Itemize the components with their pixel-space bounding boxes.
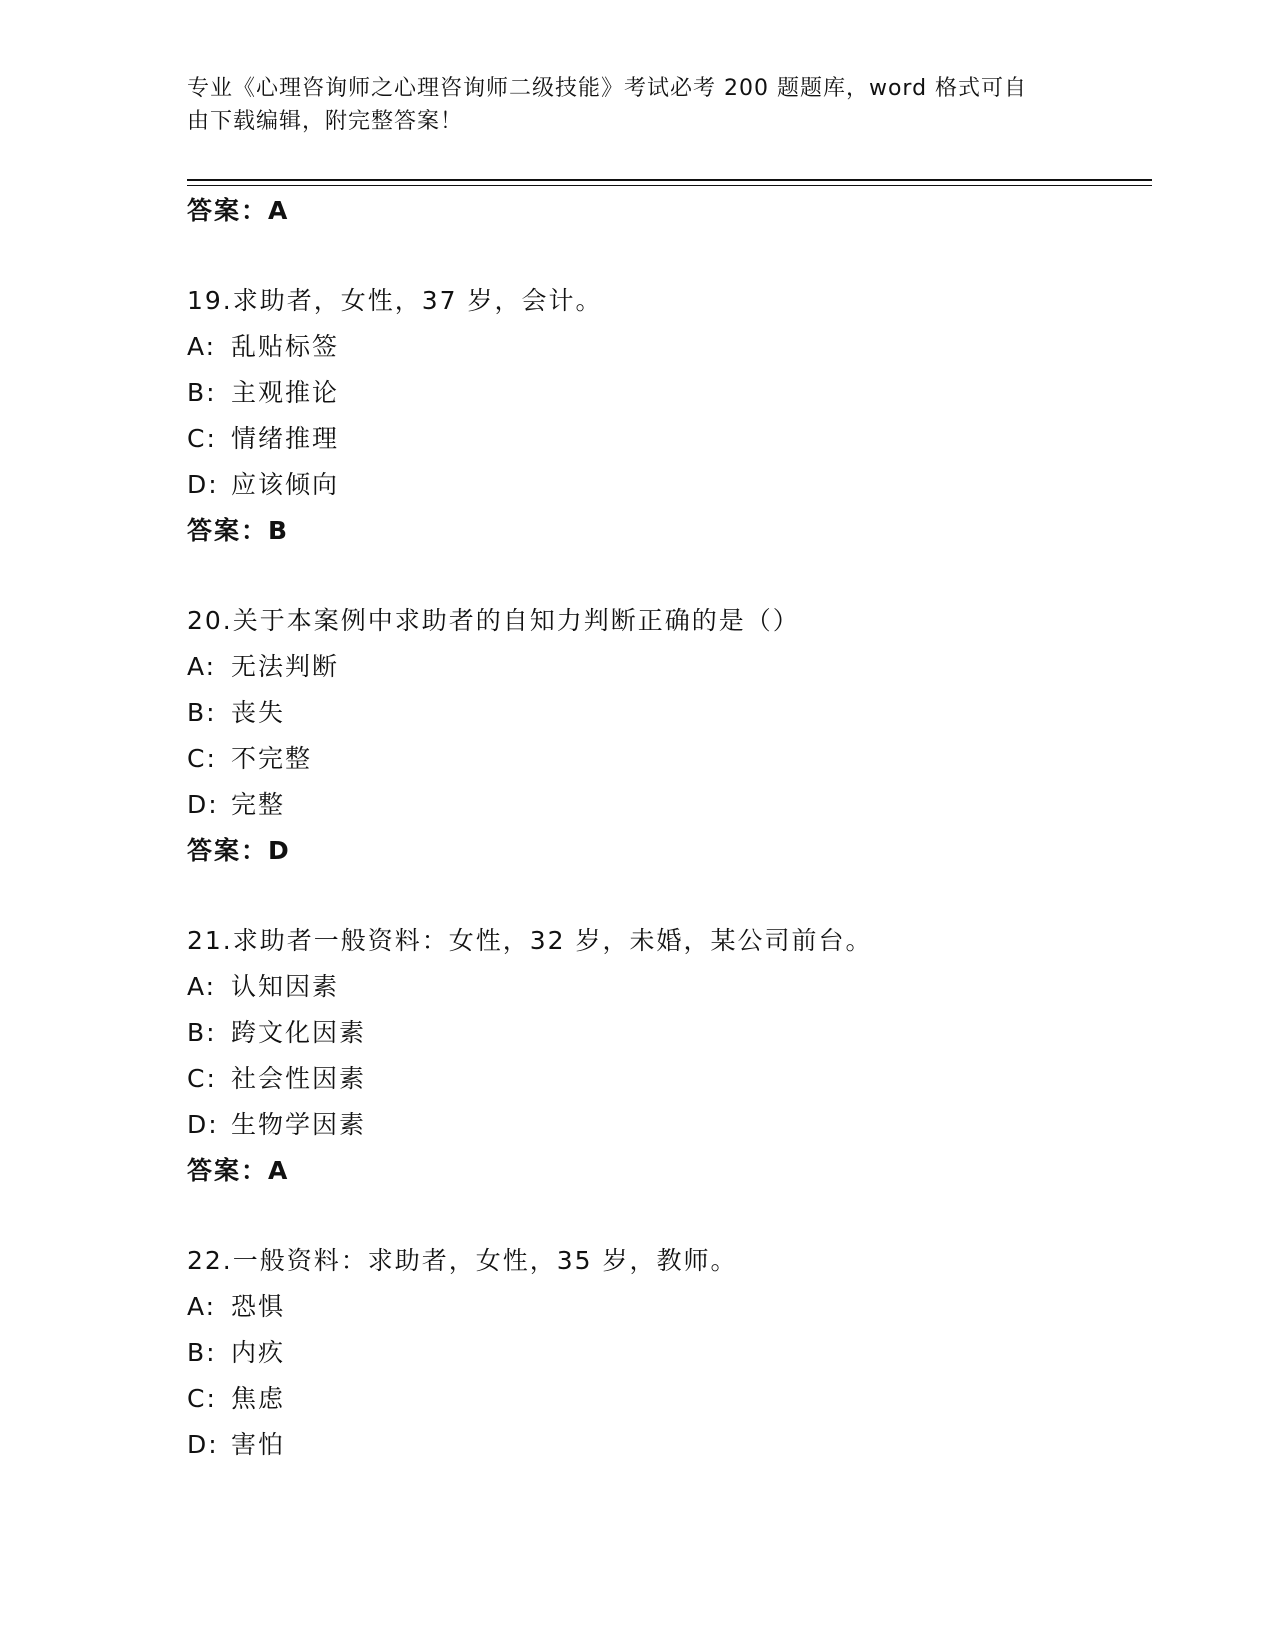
option-label: B: [187, 1018, 217, 1047]
option-item [187, 782, 1152, 828]
option-text: 害怕 [231, 1430, 286, 1459]
option-label: B: [187, 378, 217, 407]
option-text: 无法判断 [231, 652, 340, 681]
option-item [187, 1284, 1152, 1330]
answer-line: 答案：D [187, 836, 291, 865]
question-block [187, 918, 1152, 1194]
option-item [187, 370, 1152, 416]
header-line-2: 由下载编辑，附完整答案！ [187, 109, 464, 134]
option-text: 完整 [231, 790, 286, 819]
option-label: A: [187, 972, 217, 1001]
option-text: 不完整 [231, 744, 313, 773]
answer-line: 答案：A [187, 1156, 290, 1185]
question-block [187, 278, 1152, 554]
question-list [187, 188, 1152, 1468]
header-line-1: 专业《心理咨询师之心理咨询师二级技能》考试必考 200 题题库，word 格式可自 [187, 76, 1028, 101]
option-item [187, 416, 1152, 462]
option-label: D: [187, 470, 219, 499]
option-label: D: [187, 790, 219, 819]
option-item [187, 1102, 1152, 1148]
header-divider-thick [187, 179, 1152, 181]
option-label: D: [187, 1430, 219, 1459]
option-label: C: [187, 1384, 217, 1413]
option-item [187, 324, 1152, 370]
option-item [187, 644, 1152, 690]
option-item [187, 1376, 1152, 1422]
question-text: 19.求助者，女性，37 岁，会计。 [187, 286, 603, 315]
option-text: 认知因素 [231, 972, 340, 1001]
option-label: B: [187, 1338, 217, 1367]
option-text: 生物学因素 [231, 1110, 367, 1139]
option-text: 内疚 [231, 1338, 286, 1367]
option-text: 焦虑 [231, 1384, 286, 1413]
option-item [187, 1422, 1152, 1468]
option-item [187, 462, 1152, 508]
option-label: D: [187, 1110, 219, 1139]
option-item [187, 1010, 1152, 1056]
option-label: C: [187, 744, 217, 773]
question-text: 20.关于本案例中求助者的自知力判断正确的是（） [187, 606, 800, 635]
option-item [187, 690, 1152, 736]
option-text: 情绪推理 [231, 424, 340, 453]
option-item [187, 964, 1152, 1010]
header-divider-thin [187, 185, 1152, 186]
answer-line: 答案：A [187, 196, 290, 225]
option-item [187, 1330, 1152, 1376]
option-label: A: [187, 332, 217, 361]
question-block [187, 1238, 1152, 1468]
option-label: A: [187, 652, 217, 681]
option-text: 跨文化因素 [231, 1018, 367, 1047]
option-text: 主观推论 [231, 378, 340, 407]
option-text: 社会性因素 [231, 1064, 367, 1093]
question-text: 21.求助者一般资料：女性，32 岁，未婚，某公司前台。 [187, 926, 873, 955]
option-label: C: [187, 424, 217, 453]
option-item [187, 736, 1152, 782]
option-label: C: [187, 1064, 217, 1093]
question-text: 22.一般资料：求助者，女性，35 岁，教师。 [187, 1246, 738, 1275]
option-text: 应该倾向 [231, 470, 340, 499]
option-text: 丧失 [231, 698, 286, 727]
document-header [187, 72, 1087, 138]
option-label: A: [187, 1292, 217, 1321]
option-text: 乱贴标签 [231, 332, 340, 361]
option-text: 恐惧 [231, 1292, 286, 1321]
question-block [187, 598, 1152, 874]
option-item [187, 1056, 1152, 1102]
answer-line: 答案：B [187, 516, 290, 545]
option-label: B: [187, 698, 217, 727]
